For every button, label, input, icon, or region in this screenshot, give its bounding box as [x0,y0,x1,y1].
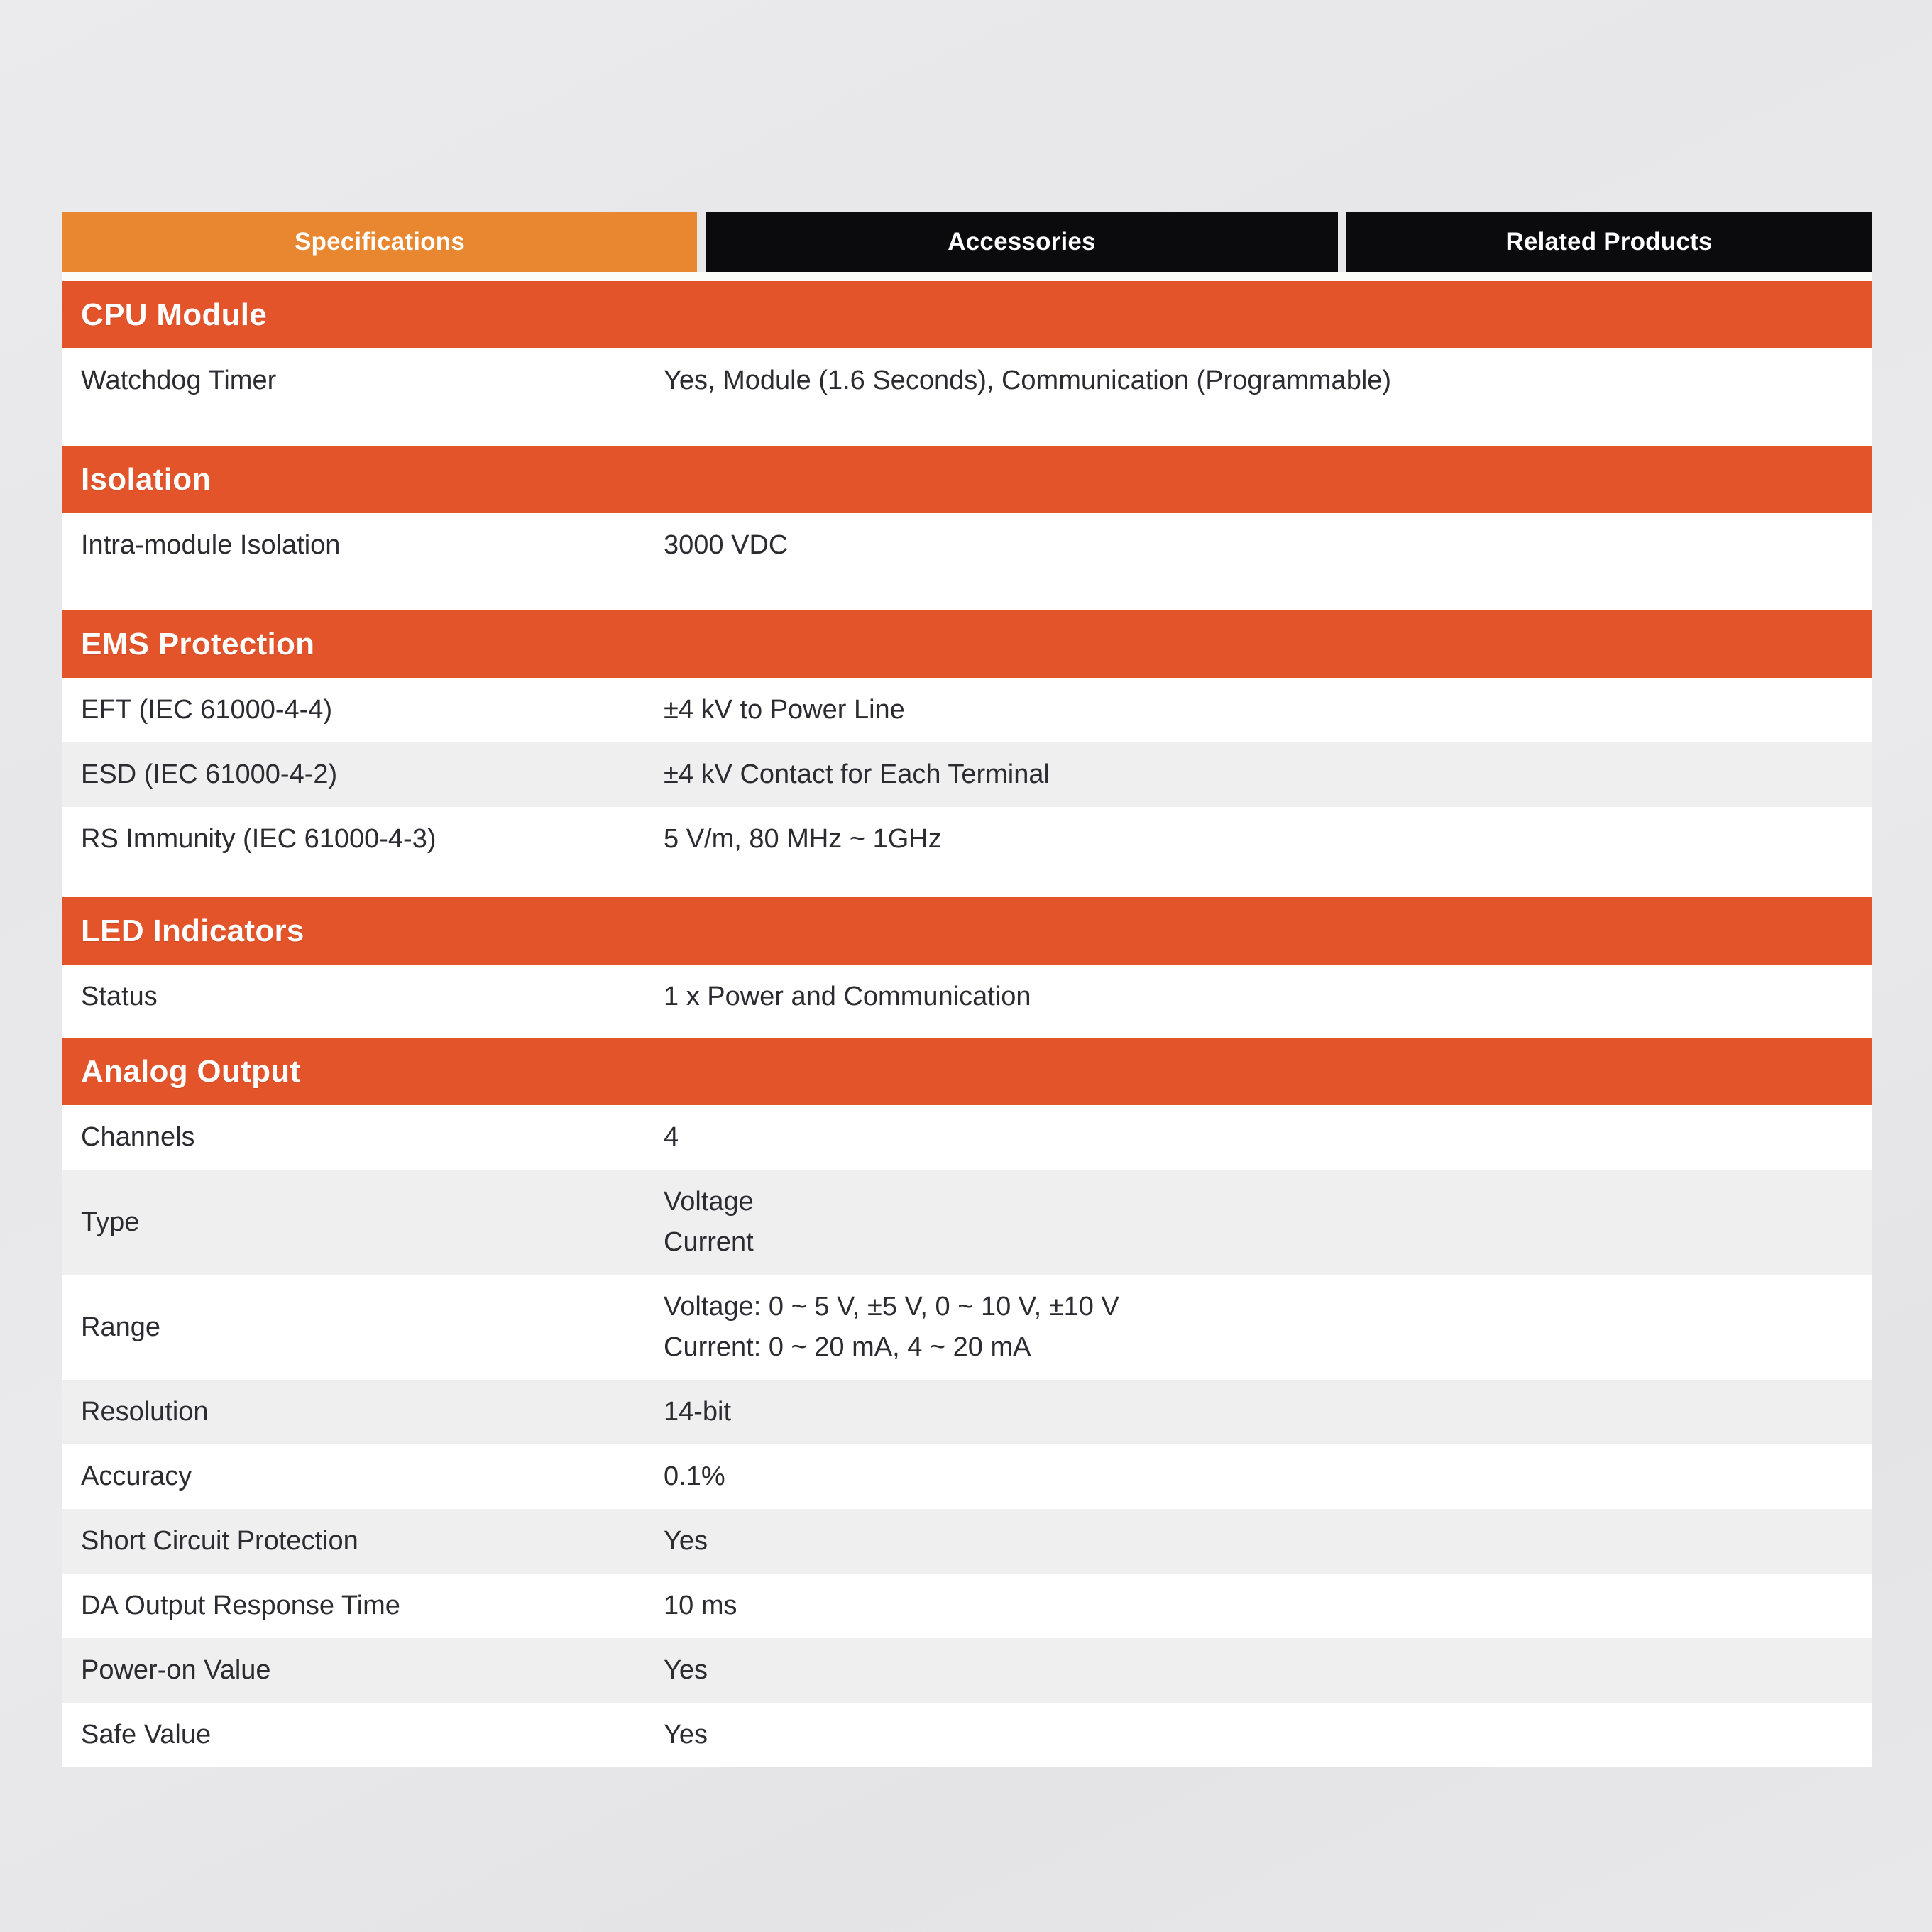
tab-divider [62,272,1872,281]
spec-row [62,678,1872,742]
spec-label: Accuracy [81,1461,192,1491]
spec-row [62,1444,1872,1509]
tab-specifications[interactable]: Specifications [62,212,697,272]
spec-value-line: Voltage [664,1187,754,1217]
section-header [62,446,1872,513]
spec-row [62,348,1872,413]
section-rows [62,513,1872,610]
spec-label: ESD (IEC 61000-4-2) [81,759,338,789]
spec-value-line: ±4 kV to Power Line [664,695,905,725]
section-title: EMS Protection [81,626,315,662]
section-title: Isolation [81,461,212,497]
spec-value-line: 10 ms [664,1591,737,1620]
section-header [62,1038,1872,1105]
spec-value-line: Current [664,1227,754,1257]
spec-value [664,1650,1872,1691]
section-cpu-module [62,281,1872,446]
spec-row [62,1509,1872,1574]
spec-label: RS Immunity (IEC 61000-4-3) [81,824,437,854]
spec-value [664,1521,1872,1561]
spec-row [62,742,1872,807]
spec-value [664,754,1872,795]
spec-label: EFT (IEC 61000-4-4) [81,695,333,725]
spec-value [664,819,1872,860]
spec-value [664,1287,1872,1368]
tab-bar [62,212,1872,272]
section-title: LED Indicators [81,913,304,948]
spec-value [664,1586,1872,1626]
spec-value-line: ±4 kV Contact for Each Terminal [664,759,1050,789]
section-isolation [62,446,1872,610]
spec-label: Type [81,1207,140,1237]
tab-accessories[interactable]: Accessories [706,212,1338,272]
spec-value [664,977,1872,1017]
section-rows [62,348,1872,446]
spec-value-line: 5 V/m, 80 MHz ~ 1GHz [664,824,942,854]
spec-row [62,1638,1872,1703]
spec-value-line: 14-bit [664,1397,732,1427]
spec-value [664,1456,1872,1497]
spec-value-line: Yes [664,1655,708,1685]
spec-value-line: Yes [664,1720,708,1750]
spec-row [62,1703,1872,1767]
spec-row [62,1170,1872,1275]
spec-label: Power-on Value [81,1655,271,1685]
section-header [62,610,1872,678]
section-title: CPU Module [81,297,268,332]
spec-value-line: Yes [664,1526,708,1556]
spec-label: Status [81,982,158,1011]
section-title: Analog Output [81,1053,301,1089]
spec-label: Range [81,1312,160,1342]
spec-value [664,1392,1872,1432]
spec-label: Safe Value [81,1720,212,1750]
spec-row [62,965,1872,1029]
section-rows [62,1105,1872,1767]
spec-row [62,807,1872,872]
spec-label: Short Circuit Protection [81,1526,358,1556]
spec-row [62,1275,1872,1380]
section-ems-protection [62,610,1872,897]
section-analog-output [62,1038,1872,1767]
spec-value [664,1715,1872,1755]
spec-row [62,1574,1872,1638]
spec-label: Watchdog Timer [81,366,277,395]
section-rows [62,678,1872,897]
spec-row [62,1105,1872,1170]
spec-label: DA Output Response Time [81,1591,400,1620]
spec-label: Channels [81,1122,195,1152]
spec-value [664,361,1872,401]
spec-value [664,1117,1872,1158]
spec-value-line: 0.1% [664,1461,725,1491]
spec-label: Resolution [81,1397,209,1427]
spec-panel [62,212,1872,1767]
spec-value [664,1182,1872,1263]
spec-label: Intra-module Isolation [81,530,341,560]
spec-value-line: 4 [664,1122,679,1152]
spec-value [664,525,1872,566]
section-rows [62,965,1872,1038]
section-header [62,281,1872,348]
section-led-indicators [62,897,1872,1038]
tab-related-products[interactable]: Related Products [1346,212,1872,272]
spec-value-line: Voltage: 0 ~ 5 V, ±5 V, 0 ~ 10 V, ±10 V [664,1292,1119,1322]
spec-value-line: 3000 VDC [664,530,789,560]
spec-row [62,1380,1872,1444]
spec-value-line: Yes, Module (1.6 Seconds), Communication (Programmable) [664,366,1392,395]
spec-value-line: 1 x Power and Communication [664,982,1031,1011]
spec-value [664,690,1872,730]
spec-row [62,513,1872,578]
spec-value-line: Current: 0 ~ 20 mA, 4 ~ 20 mA [664,1332,1031,1362]
section-header [62,897,1872,965]
